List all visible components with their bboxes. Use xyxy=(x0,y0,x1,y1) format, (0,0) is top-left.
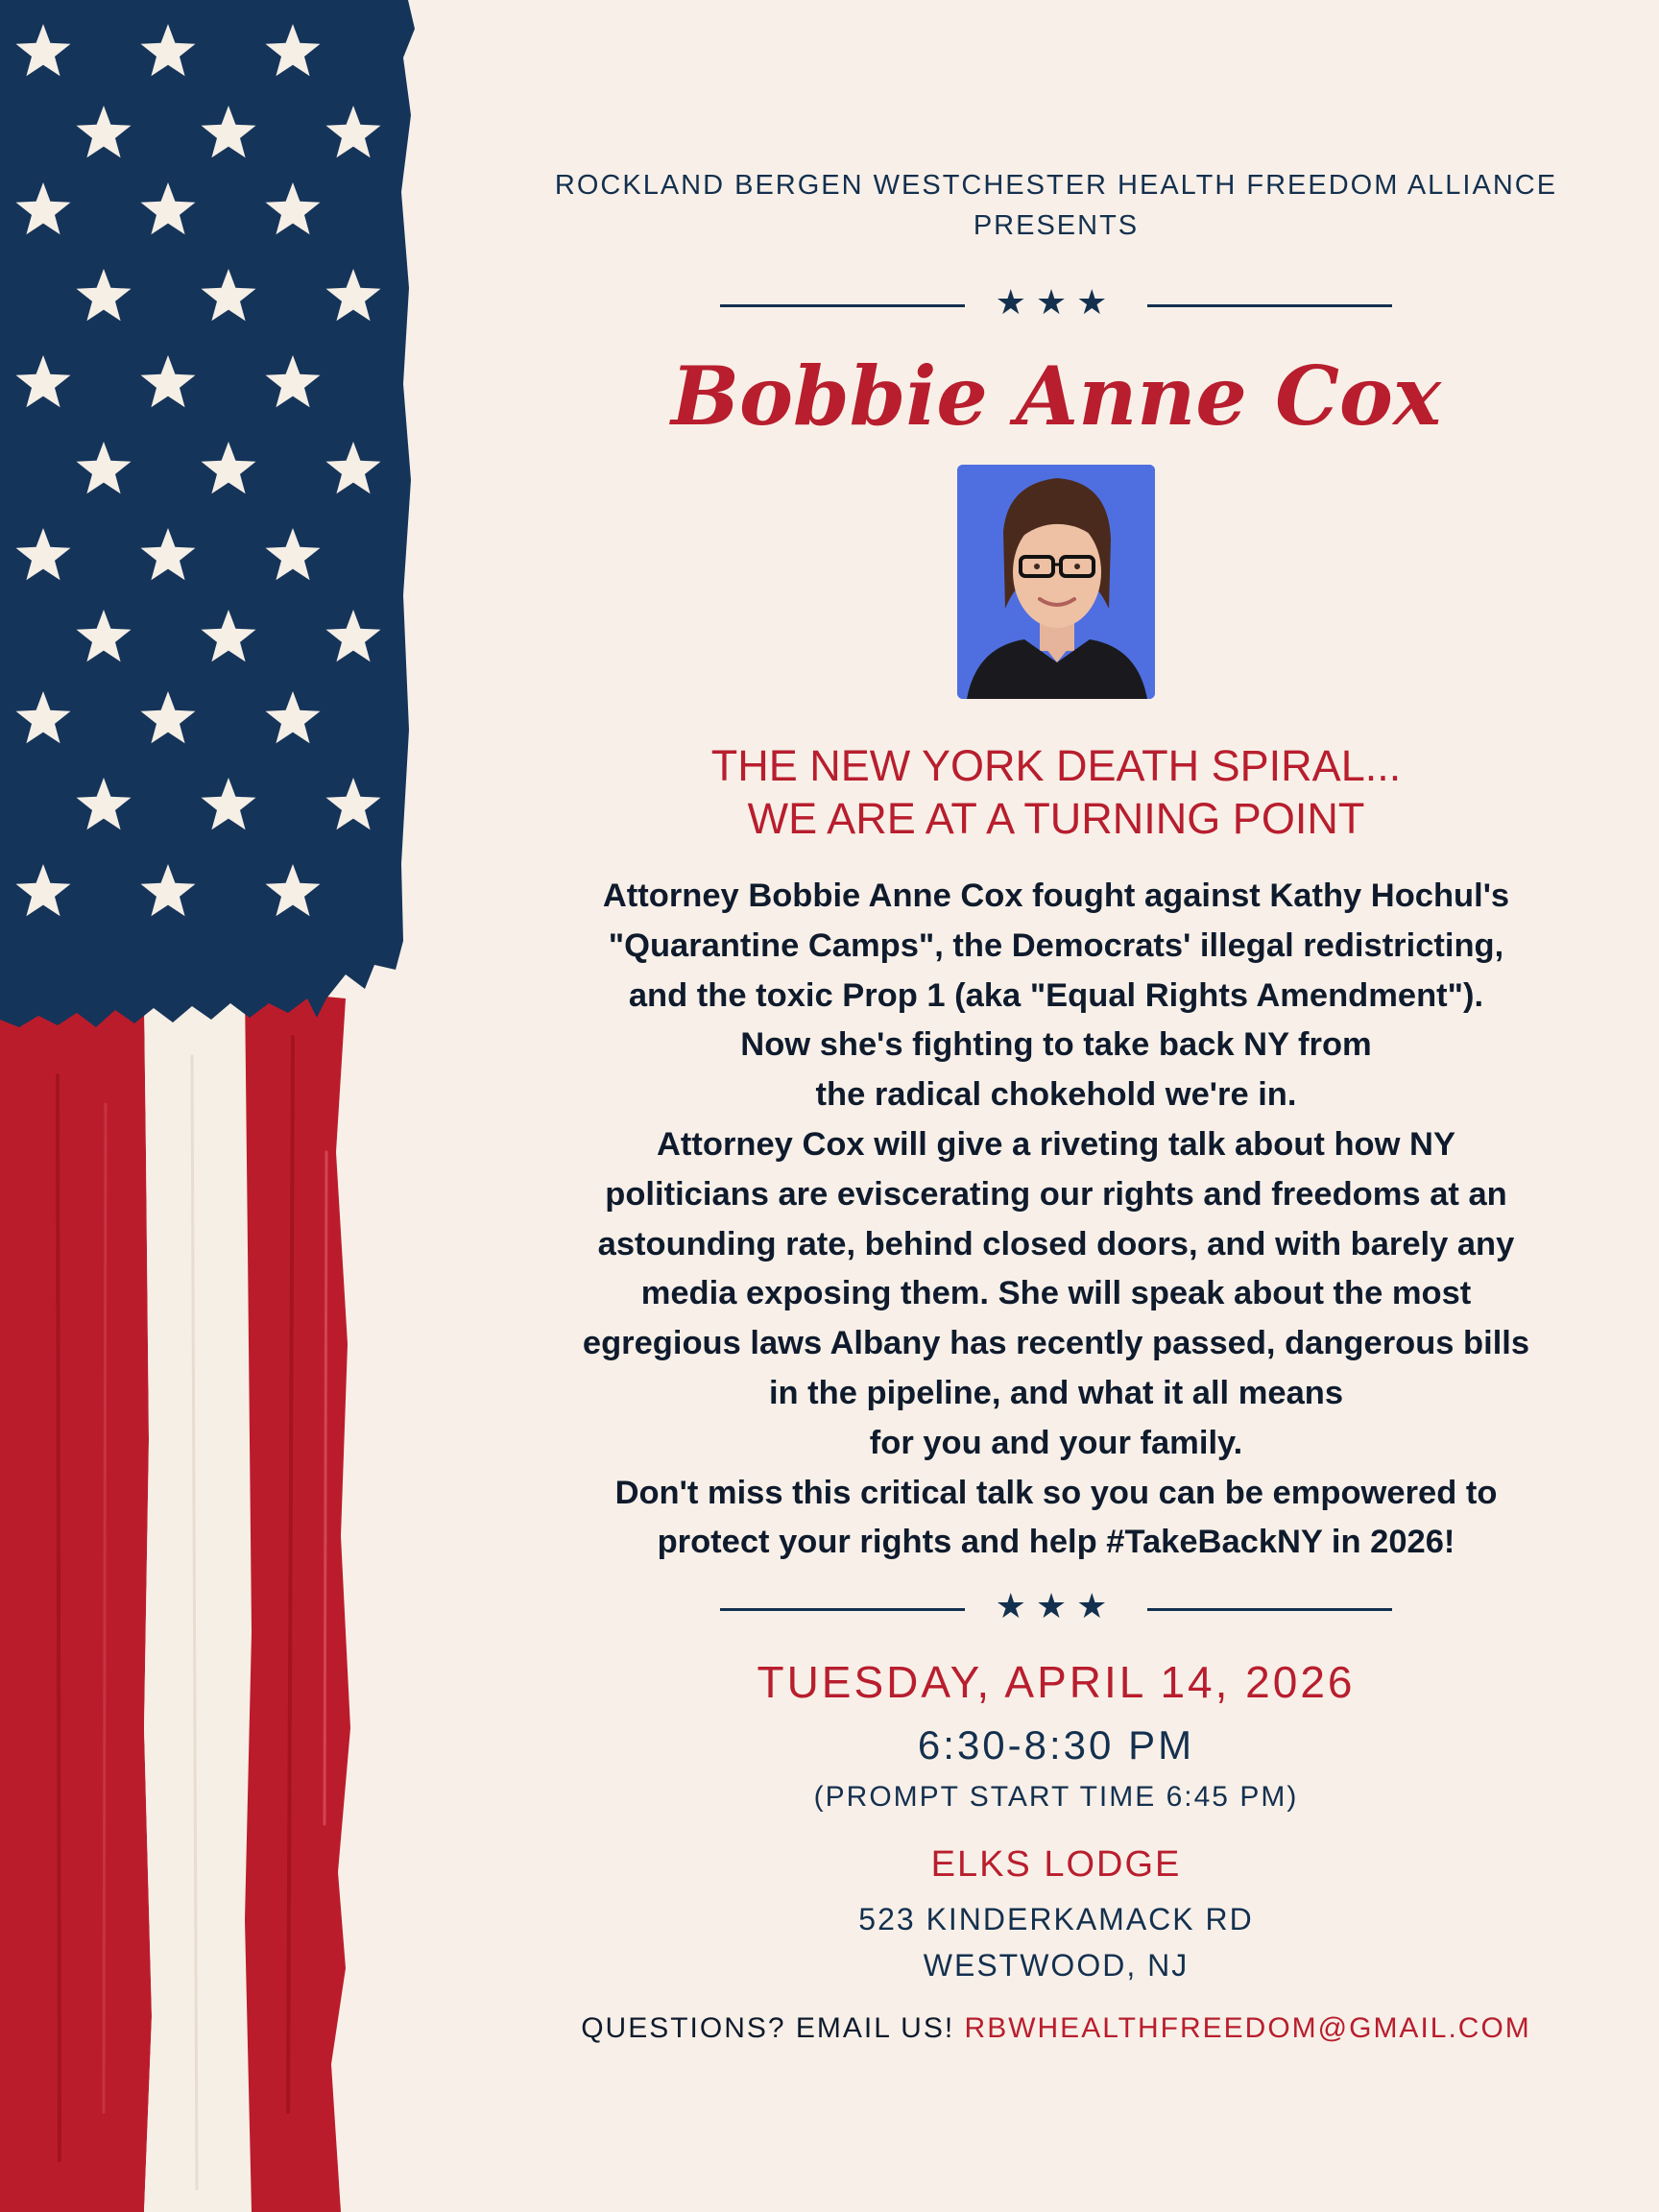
headline-line-1: THE NEW YORK DEATH SPIRAL... xyxy=(710,741,1402,790)
prompt-start-note: (PROMPT START TIME 6:45 PM) xyxy=(813,1781,1299,1813)
description-line: protect your rights and help #TakeBackNY in 2026! xyxy=(657,1524,1455,1561)
american-flag-graphic xyxy=(0,0,422,2212)
bottom-divider xyxy=(720,1587,1392,1628)
star-icons: ★★★ xyxy=(995,283,1118,323)
description-line: for you and your family. xyxy=(869,1424,1243,1461)
portrait-illustration xyxy=(957,465,1155,699)
top-divider xyxy=(720,283,1392,325)
description-line: Don't miss this critical talk so you can be empowered to xyxy=(614,1474,1498,1511)
contact-email-link[interactable]: RBWHEALTHFREEDOM@GMAIL.COM xyxy=(964,2012,1531,2044)
divider-line-right xyxy=(1147,304,1392,307)
talk-description xyxy=(470,872,1642,1568)
description-line: politicians are eviscerating our rights and freedoms at an xyxy=(605,1175,1507,1213)
organization-name xyxy=(470,165,1642,246)
event-time: 6:30-8:30 PM xyxy=(917,1722,1195,1767)
event-date: TUESDAY, APRIL 14, 2026 xyxy=(757,1657,1356,1707)
speaker-photo xyxy=(957,465,1155,699)
venue-name: ELKS LODGE xyxy=(930,1844,1182,1885)
contact-label: QUESTIONS? EMAIL US! xyxy=(581,2012,955,2044)
contact-line xyxy=(470,2008,1642,2049)
description-line: Now she's fighting to take back NY from xyxy=(740,1026,1372,1064)
flag-stripe-white xyxy=(144,989,252,2212)
headline-line-2: WE ARE AT A TURNING POINT xyxy=(747,794,1365,843)
divider-line-left xyxy=(720,304,965,307)
description-line: in the pipeline, and what it all means xyxy=(768,1374,1344,1411)
flag-stripe-red-2 xyxy=(245,989,350,2212)
description-line: astounding rate, behind closed doors, and with barely any xyxy=(597,1225,1515,1262)
flag-stripe-red-1 xyxy=(0,998,152,2212)
divider-line-left xyxy=(720,1608,965,1611)
org-line-2: PRESENTS xyxy=(973,210,1140,241)
divider-line-right xyxy=(1147,1608,1392,1611)
talk-headline xyxy=(470,739,1642,845)
description-line: media exposing them. She will speak about the most xyxy=(640,1275,1472,1312)
description-line: Attorney Bobbie Anne Cox fought against Kathy Hochul's xyxy=(602,878,1510,914)
star-icons: ★★★ xyxy=(995,1587,1118,1626)
venue-address-street: 523 KINDERKAMACK RD xyxy=(858,1902,1254,1936)
description-line: egregious laws Albany has recently passed, dangerous bills xyxy=(582,1325,1530,1362)
description-line: the radical chokehold we're in. xyxy=(815,1076,1297,1114)
speaker-name: Bobbie Anne Cox xyxy=(670,349,1442,444)
venue-address-city: WESTWOOD, NJ xyxy=(923,1948,1190,1983)
description-line: "Quarantine Camps", the Democrats' illegal redistricting, xyxy=(608,926,1504,964)
org-line-1: ROCKLAND BERGEN WESTCHESTER HEALTH FREEDOM ALLIANCE xyxy=(554,170,1558,201)
description-line: Attorney Cox will give a riveting talk about how NY xyxy=(657,1125,1455,1163)
description-line: and the toxic Prop 1 (aka "Equal Rights Amendment"). xyxy=(628,976,1484,1014)
flag-canton xyxy=(0,0,415,1027)
